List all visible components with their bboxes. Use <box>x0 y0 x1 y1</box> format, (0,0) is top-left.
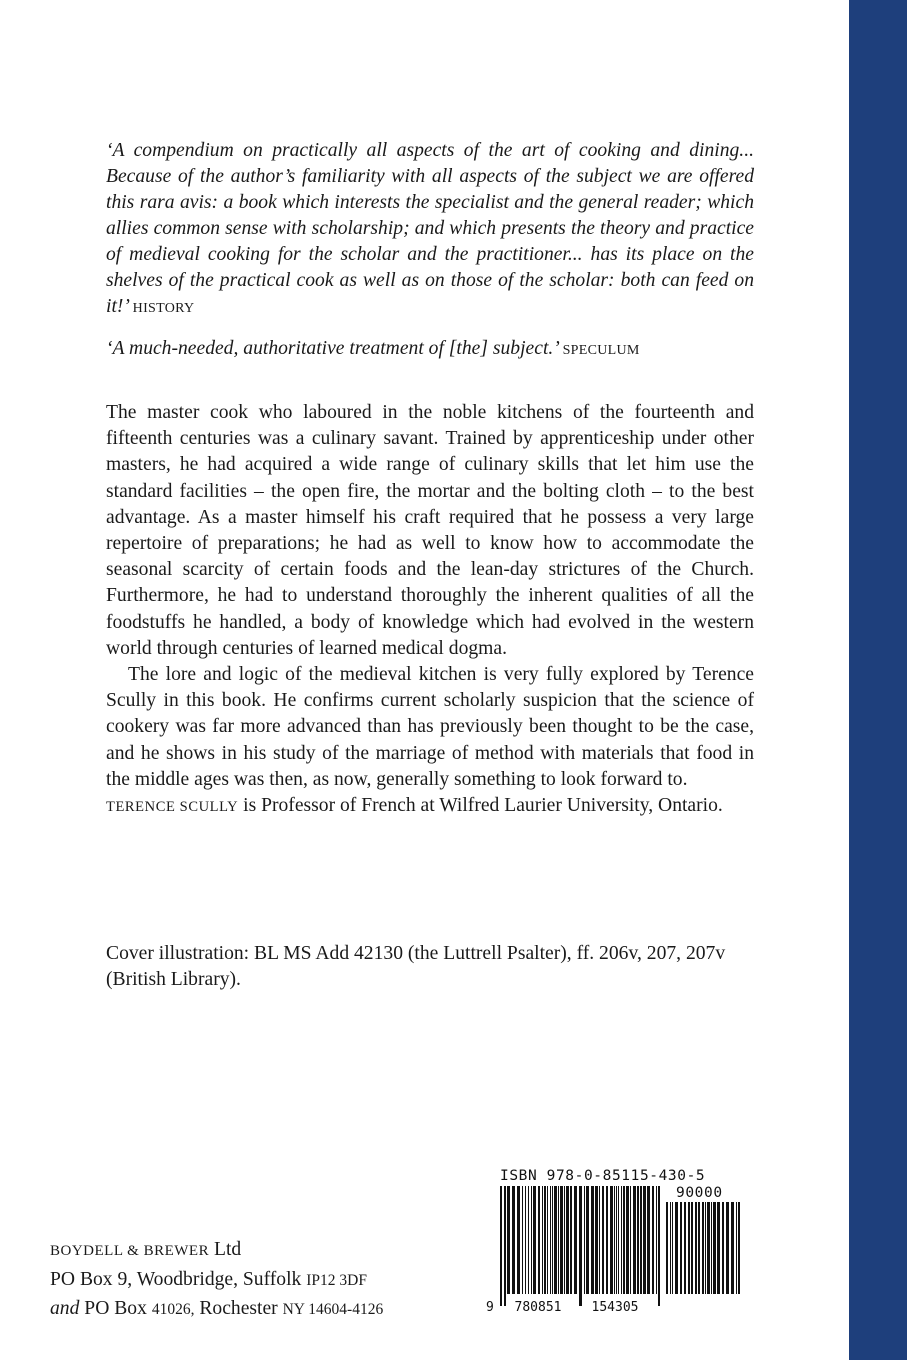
praise-section <box>106 138 754 364</box>
barcode-bar <box>621 1186 622 1294</box>
barcode-bar <box>616 1186 617 1294</box>
barcode-bar <box>591 1186 594 1294</box>
barcode-bar <box>738 1202 740 1294</box>
barcode-bar <box>517 1186 520 1294</box>
barcode-bar <box>525 1186 526 1294</box>
barcode-bar <box>550 1186 551 1294</box>
barcode-bar <box>614 1186 615 1294</box>
us-city: Rochester <box>199 1298 278 1319</box>
and-word: and <box>50 1298 80 1319</box>
barcode-bar <box>528 1186 529 1294</box>
barcode-bar <box>531 1186 532 1294</box>
barcode-bar <box>658 1186 660 1306</box>
barcode-bar <box>566 1186 569 1294</box>
barcode-bar <box>705 1202 706 1294</box>
barcode-bar <box>647 1186 650 1294</box>
barcode-bar <box>717 1202 720 1294</box>
barcode-bar <box>599 1186 600 1294</box>
barcode-bar <box>711 1202 712 1294</box>
isbn-label: ISBN 978-0-85115-430-5 <box>500 1168 706 1184</box>
barcode-bar <box>586 1186 589 1294</box>
barcode-bar <box>507 1186 510 1294</box>
author-bio-text: is Professor of French at Wilfred Laurier University, Ontario. <box>243 795 723 817</box>
barcode-bar <box>722 1202 724 1294</box>
praise-text: ‘A compendium on practically all aspects of the art of cooking and dining... Because of the author’s familiarity with all aspects of the subject we are offered this rara avis: a book which interests the specialist and the general reader; which allies common sense with scholarship; and which presents the theory and practice of medieval cooking for the scholar and the practitioner... has its place on the shelves of the practical cook as well as on those of the scholar: both can feed on it!’ <box>106 140 754 317</box>
barcode-bar <box>630 1186 631 1294</box>
barcode-bar <box>558 1186 559 1294</box>
barcode-bar <box>610 1186 613 1294</box>
cover-illustration-credit: Cover illustration: BL MS Add 42130 (the Luttrell Psalter), ff. 206v, 207, 207v (British Library). <box>106 943 726 991</box>
barcode-bar <box>731 1202 734 1294</box>
barcode-bar <box>736 1202 737 1294</box>
barcode-bar <box>633 1186 636 1294</box>
publisher-name: BOYDELL & BREWER <box>50 1243 210 1259</box>
barcode-bar <box>702 1202 704 1294</box>
barcode-bar <box>698 1202 700 1294</box>
barcode-bar <box>640 1186 642 1294</box>
barcode-bar <box>560 1186 563 1294</box>
publisher-uk-address <box>50 1266 490 1296</box>
barcode-bar <box>522 1186 523 1294</box>
barcode-bar <box>656 1186 657 1294</box>
praise-text: ‘A much-needed, authoritative treatment of [the] subject.’ <box>106 338 558 359</box>
barcode-bar <box>504 1186 506 1306</box>
barcode-bar <box>547 1186 548 1294</box>
barcode-bar <box>595 1186 598 1294</box>
barcode-bar <box>574 1186 577 1294</box>
barcode-bar <box>602 1186 604 1294</box>
description-paragraph: The master cook who laboured in the noble kitchens of the fourteenth and fifteenth centuries was a culinary savant. Trained by apprenticeship under other masters, he had acquired a wide range of culinary skills that let him use the standard facilities – the open fire, the mortar and the bolting cloth – to the best advantage. As a master himself his craft required that he possess a very large repertoire of preparations; he had as well to know how to accommodate the seasonal scarcity of certain foods and the lean-day strictures of the Church. Furthermore, he had to understand thoroughly the inherent qualities of all the foodstuffs he handled, a body of knowledge which had evolved in the western world through centuries of learned medical dogma. <box>106 402 754 659</box>
author-name: TERENCE SCULLY <box>106 799 239 816</box>
barcode-bar <box>688 1202 690 1294</box>
barcode-bar <box>570 1186 572 1294</box>
barcode-bar <box>672 1202 673 1294</box>
praise-quote-history <box>106 138 754 322</box>
book-spine <box>849 0 907 1360</box>
ean-left-group: 780851 <box>514 1300 562 1315</box>
praise-source: SPECULUM <box>562 343 640 358</box>
praise-quote-speculum <box>106 336 754 364</box>
barcode-bar <box>726 1202 729 1294</box>
barcode-bar <box>606 1186 608 1294</box>
us-pobox: PO Box <box>84 1298 147 1319</box>
uk-postcode: IP12 3DF <box>306 1271 367 1289</box>
publisher-us-address <box>50 1295 490 1325</box>
publisher-name-line <box>50 1236 490 1266</box>
barcode-bar <box>542 1186 543 1294</box>
barcode-bar <box>618 1186 619 1294</box>
barcode-bar <box>637 1186 639 1294</box>
ean-digits <box>486 1300 671 1315</box>
barcode-bar <box>695 1202 697 1294</box>
barcode-bar <box>652 1186 654 1294</box>
uk-address: PO Box 9, Woodbridge, Suffolk <box>50 1268 302 1290</box>
barcode-bar <box>626 1186 629 1294</box>
barcode-bar <box>554 1186 557 1294</box>
us-zip: NY 14604-4126 <box>282 1301 384 1318</box>
barcode-bar <box>544 1186 546 1294</box>
barcode-bar <box>564 1186 565 1294</box>
barcode-bar <box>670 1202 671 1294</box>
publisher-suffix: Ltd <box>214 1239 242 1260</box>
barcode-bar <box>552 1186 553 1294</box>
barcode-bar <box>512 1186 515 1294</box>
barcode-bar <box>538 1186 540 1294</box>
barcode-bar <box>500 1186 502 1306</box>
barcode-bar <box>643 1186 646 1294</box>
ean-barcode-bars <box>500 1186 662 1306</box>
barcode-bar <box>691 1202 693 1294</box>
barcode-bar <box>579 1186 582 1306</box>
barcode-bar <box>713 1202 716 1294</box>
description-paragraph: The lore and logic of the medieval kitchen is very fully explored by Terence Scully in this book. He confirms current scholarly suspicion that the science of cookery was far more advanced than has previously been thought to be the case, and he shows in his study of the marriage of method with materials that food in the middle ages was then, as now, generally something to look forward to. <box>106 664 754 790</box>
praise-source: HISTORY <box>132 301 195 316</box>
barcode-bar <box>680 1202 682 1294</box>
book-description <box>106 400 754 820</box>
price-addon-label: 90000 <box>676 1185 723 1201</box>
barcode-bar <box>684 1202 686 1294</box>
us-pobox-number: 41026, <box>151 1301 195 1318</box>
isbn-barcode <box>486 1168 756 1318</box>
publisher-address <box>50 1236 490 1325</box>
barcode-bar <box>584 1186 585 1294</box>
barcode-bar <box>675 1202 678 1294</box>
ean-first-digit: 9 <box>486 1300 494 1315</box>
ean-right-group: 154305 <box>591 1300 639 1315</box>
barcode-bar <box>623 1186 625 1294</box>
barcode-bar <box>707 1202 710 1294</box>
barcode-bar <box>666 1202 668 1294</box>
barcode-bar <box>533 1186 536 1294</box>
addon-barcode-bars <box>666 1202 742 1306</box>
author-bio <box>106 793 754 820</box>
